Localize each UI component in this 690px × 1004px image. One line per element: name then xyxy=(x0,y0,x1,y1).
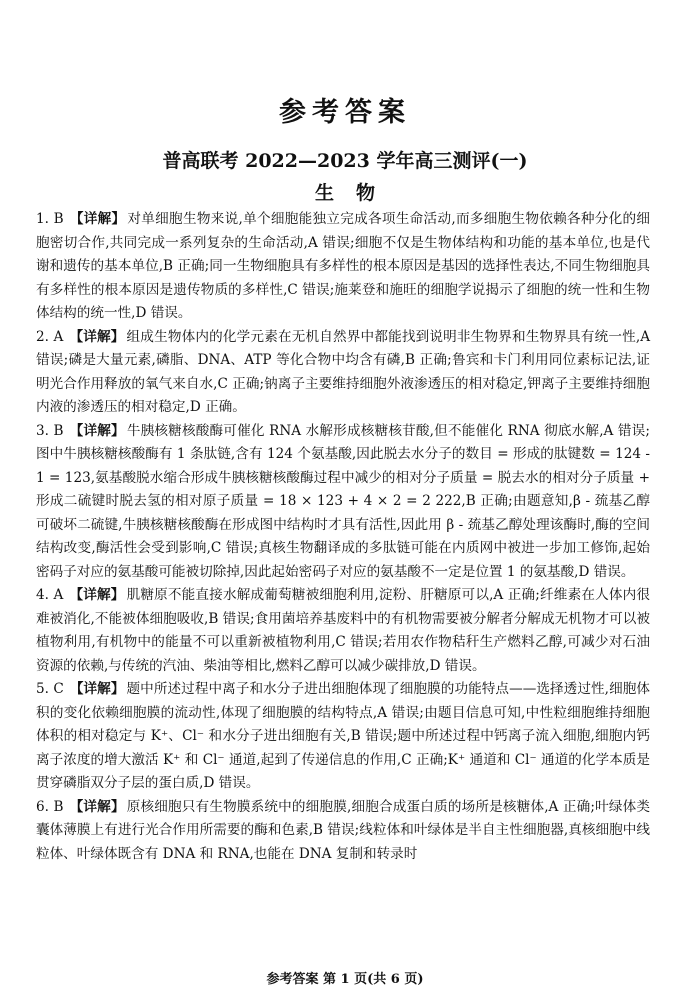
detail-tag: 【详解】 xyxy=(69,798,125,815)
detail-tag: 【详解】 xyxy=(69,328,125,345)
answer-text: 肌糖原不能直接水解成葡萄糖被细胞利用,淀粉、肝糖原可以,A 正确;纤维素在人体内很难被消化,不能被体细胞吸收,B 错误;食用菌培养基废料中的有机物需要被分解者分解成无机物才可以被植物利用,有机物中的能量不可以重新被植物利用,C 错误;若用农作物秸秆生产燃料乙醇,可减少对石油资源的依赖,与传统的汽油、柴油等相比,燃料乙醇可以减少碳排放,D 错误。 xyxy=(36,587,651,674)
answer-text: 牛胰核糖核酸酶可催化 RNA 水解形成核糖核苷酸,但不能催化 RNA 彻底水解,A 错误;图中牛胰核糖核酸酶有 1 条肽链,含有 124 个氨基酸,因此脱去水分子的数目 = 形成的肽键数 = 124 - 1 = 123,氨基酸脱水缩合形成牛胰核糖核酸酶过程中减少的相对分子质量 = 脱去水的相对分子质量 + 形成二硫键时脱去氢的相对原子质量 = 18 × 123 + 4 × 2 = 2 222,B 正确;由题意知,β - 巯基乙醇可破坏二硫键,牛胰核糖核酸酶在形成图中结构时才具有活性,因此用 β - 巯基乙醇处理该酶时,酶的空间结构改变,酶活性会受到影响,C 错误;真核生物翻译成的多肽链可能在内质网中被进一步加工修饰,起始密码子对应的氨基酸可能被切除掉,因此起始密码子对应的氨基酸不一定是位置 1 的氨基酸,D 错误。 xyxy=(36,422,651,580)
answer-number: 6. B xyxy=(36,798,64,815)
answer-number: 3. B xyxy=(36,422,64,439)
exam-title: 普高联考 2022—2023 学年高三测评(一) xyxy=(162,150,528,172)
answer-item-3 xyxy=(36,420,650,585)
answer-list xyxy=(36,208,650,866)
answer-text: 组成生物体内的化学元素在无机自然界中都能找到说明非生物界和生物界具有统一性,A 错误;磷是大量元素,磷脂、DNA、ATP 等化合物中均含有磷,B 正确;鲁宾和卡门利用同位素标记法,证明光合作用释放的氧气来自水,C 正确;钠离子主要维持细胞外液渗透压的相对稳定,钾离子主要维持细胞内液的渗透压的相对稳定,D 正确。 xyxy=(36,328,651,415)
answer-item-5 xyxy=(36,678,650,796)
answer-item-2 xyxy=(36,326,650,420)
answer-number: 2. A xyxy=(36,328,64,345)
answer-item-1 xyxy=(36,208,650,326)
answer-number: 4. A xyxy=(36,587,64,603)
answer-text: 对单细胞生物来说,单个细胞能独立完成各项生命活动,而多细胞生物依赖各种分化的细胞密切合作,共同完成一系列复杂的生命活动,A 错误;细胞不仅是生物体结构和功能的基本单位,也是代谢和遗传的基本单位,B 正确;同一生物细胞具有多样性的根本原因是基因的选择性表达,不同生物细胞具有多样性的根本原因是遗传物质的多样性,C 错误;施莱登和施旺的细胞学说揭示了细胞的统一性和生物体结构的统一性,D 错误。 xyxy=(36,211,651,321)
answer-item-4 xyxy=(36,584,650,678)
answer-number: 5. C xyxy=(36,681,64,697)
answer-text: 题中所述过程中离子和水分子进出细胞体现了细胞膜的功能特点——选择透过性,细胞体积的变化依赖细胞膜的流动性,体现了细胞膜的结构特点,A 错误;由题目信息可知,中性粒细胞维持细胞体积的相对稳定与 K⁺、Cl⁻ 和水分子进出细胞有关,B 错误;题中所述过程中钙离子流入细胞,细胞内钙离子浓度的增大激活 K⁺ 和 Cl⁻ 通道,起到了传递信息的作用,C 正确;K⁺ 通道和 Cl⁻ 通道的化学本质是贯穿磷脂双分子层的蛋白质,D 错误。 xyxy=(36,681,650,791)
page-title: 参考答案 xyxy=(279,97,411,128)
detail-tag: 【详解】 xyxy=(69,211,126,227)
answer-text: 原核细胞只有生物膜系统中的细胞膜,细胞合成蛋白质的场所是核糖体,A 正确;叶绿体类囊体薄膜上有进行光合作用所需要的酶和色素,B 错误;线粒体和叶绿体是半自主性细胞器,真核细胞中线粒体、叶绿体既含有 DNA 和 RNA,也能在 DNA 复制和转录时 xyxy=(36,798,651,862)
detail-tag: 【详解】 xyxy=(69,587,125,603)
answer-number: 1. B xyxy=(36,211,64,227)
answer-item-6 xyxy=(36,796,650,867)
detail-tag: 【详解】 xyxy=(69,422,125,439)
detail-tag: 【详解】 xyxy=(69,681,125,697)
page-footer: 参考答案 第 1 页(共 6 页) xyxy=(266,972,424,987)
subject-title: 生物 xyxy=(314,182,397,204)
